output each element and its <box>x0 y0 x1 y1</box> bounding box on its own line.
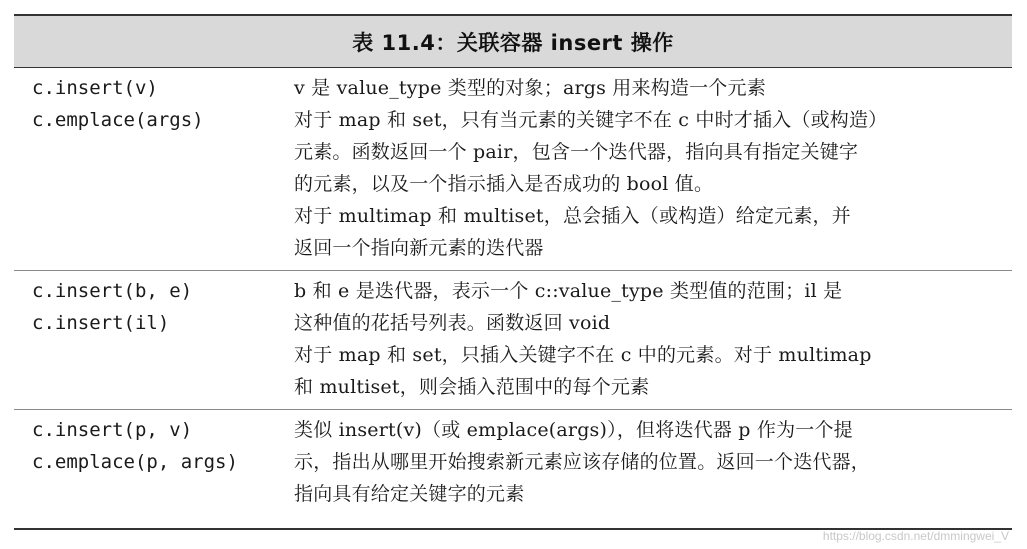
description-line: 指向具有给定关键字的元素 <box>294 483 525 505</box>
operation-signature: c.emplace(args) <box>32 109 204 131</box>
description-line: 对于 map 和 set，只有当元素的关键字不在 c 中时才插入（或构造） <box>294 109 888 131</box>
description-line: 类似 insert(v)（或 emplace(args)），但将迭代器 p 作为一个提 <box>294 419 853 441</box>
operation-signature: c.insert(il) <box>32 312 170 334</box>
description-line: 对于 multimap 和 multiset，总会插入（或构造）给定元素，并 <box>294 205 851 227</box>
operation-signature: c.insert(v) <box>32 77 158 99</box>
operation-signature: c.insert(b, e) <box>32 280 193 302</box>
description-line: 和 multiset，则会插入范围中的每个元素 <box>294 376 650 398</box>
watermark: https://blog.csdn.net/dmmingwei_V <box>822 529 1009 543</box>
description-line: 返回一个指向新元素的迭代器 <box>294 237 544 259</box>
description-line: 元素。函数返回一个 pair，包含一个迭代器，指向具有指定关键字 <box>294 141 859 163</box>
description-line: v 是 value_type 类型的对象；args 用来构造一个元素 <box>294 77 766 99</box>
description-line: 示，指出从哪里开始搜索新元素应该存储的位置。返回一个迭代器， <box>294 451 871 473</box>
operation-cell <box>14 275 294 403</box>
description-line: b 和 e 是迭代器，表示一个 c::value_type 类型值的范围；il 是 <box>294 280 843 302</box>
insert-operations-table <box>14 14 1012 530</box>
table-title: 表 11.4：关联容器 insert 操作 <box>352 30 674 55</box>
table-row <box>14 271 1012 410</box>
operation-cell <box>14 414 294 510</box>
description-line: 这种值的花括号列表。函数返回 void <box>294 312 611 334</box>
operation-cell <box>14 72 294 264</box>
table-row <box>14 68 1012 271</box>
description-cell <box>294 72 1012 264</box>
operation-signature: c.insert(p, v) <box>32 419 193 441</box>
description-cell <box>294 414 1012 510</box>
description-line: 对于 map 和 set，只插入关键字不在 c 中的元素。对于 multimap <box>294 344 872 366</box>
table-header <box>14 16 1012 68</box>
table-row <box>14 410 1012 516</box>
description-cell <box>294 275 1012 403</box>
operation-signature: c.emplace(p, args) <box>32 451 238 473</box>
description-line: 的元素，以及一个指示插入是否成功的 bool 值。 <box>294 173 714 195</box>
